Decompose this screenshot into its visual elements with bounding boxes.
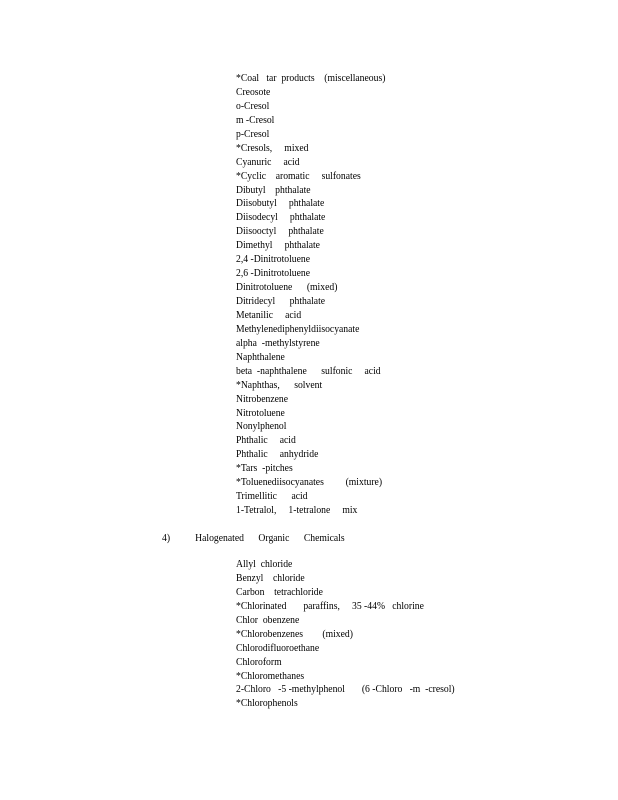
chemical-list-item: 2,4 -Dinitrotoluene: [236, 254, 311, 266]
chemical-list-item: Diisobutyl phthalate: [236, 198, 325, 210]
chemical-list-item: *Tars -pitches: [236, 463, 293, 475]
chemical-list-item: *Chlorophenols: [236, 698, 298, 710]
chemical-list-item: Allyl chloride: [236, 559, 293, 570]
chemical-list-item: *Chloromethanes: [236, 670, 305, 682]
chemical-list-item: *Naphthas, solvent: [236, 379, 323, 391]
chemical-list-item: *Toluenediisocyanates (mixture): [236, 477, 383, 489]
chemical-list-item: Chloroform: [236, 656, 282, 668]
section-number: 4): [162, 533, 171, 544]
chemical-list-item: Metanilic acid: [236, 309, 302, 321]
chemical-list-item: *Cresols, mixed: [236, 142, 309, 154]
chemical-list-item: Ditridecyl phthalate: [236, 296, 326, 307]
chemical-list-item: Nitrotoluene: [236, 407, 285, 419]
chemical-list-item: Phthalic acid: [236, 435, 296, 447]
chemical-list-item: *Chlorobenzenes (mixed): [236, 628, 353, 640]
section-title: Halogenated Organic Chemicals: [195, 533, 345, 544]
chemical-list-item: *Coal tar products (miscellaneous): [236, 73, 386, 84]
chemical-list-item: m -Cresol: [236, 114, 275, 126]
chemical-list-item: o-Cresol: [236, 100, 270, 112]
chemical-list-item: p-Cresol: [236, 128, 270, 140]
chemical-list-item: 2,6 -Dinitrotoluene: [236, 268, 311, 280]
chemical-list-item: Methylenediphenyldiisocyanate: [236, 323, 360, 335]
chemical-list-item: alpha -methylstyrene: [236, 337, 320, 349]
chemical-list-item: Diisodecyl phthalate: [236, 212, 326, 224]
chemical-list-item: 1-Tetralol, 1-tetralone mix: [236, 505, 358, 517]
chemical-list-item: Dinitrotoluene (mixed): [236, 282, 338, 294]
chemical-list-item: Benzyl chloride: [236, 572, 305, 584]
chemical-list-item: Phthalic anhydride: [236, 449, 319, 461]
chemical-list-item: Nitrobenzene: [236, 393, 289, 405]
chemical-list-item: Carbon tetrachloride: [236, 586, 323, 598]
section-heading: [162, 532, 345, 546]
chemical-list-item: Diisooctyl phthalate: [236, 226, 324, 238]
chemical-list-item: Dibutyl phthalate: [236, 184, 311, 196]
chemical-list-item: *Chlorinated paraffins, 35 -44% chlorine: [236, 600, 424, 612]
chemical-list-item: Naphthalene: [236, 351, 285, 363]
chemical-list-item: Trimellitic acid: [236, 491, 308, 503]
chemical-list-item: *Cyclic aromatic sulfonates: [236, 170, 361, 182]
halogenated-chemical-list: [236, 558, 474, 711]
chemical-list-item: beta -naphthalene sulfonic acid: [236, 365, 381, 377]
chemical-list-item: Creosote: [236, 86, 271, 98]
chemical-list-item: Cyanuric acid: [236, 156, 300, 168]
chemical-list-item: Nonylphenol: [236, 421, 287, 433]
chemical-list-item: Dimethyl phthalate: [236, 240, 320, 252]
chemical-list-item: Chlor obenzene: [236, 614, 300, 626]
chemical-list-item: Chlorodifluoroethane: [236, 642, 320, 654]
chemical-list-item: 2-Chloro -5 -methylphenol (6 -Chloro -m -cresol): [236, 684, 455, 696]
chemical-list-continued: [236, 72, 398, 518]
